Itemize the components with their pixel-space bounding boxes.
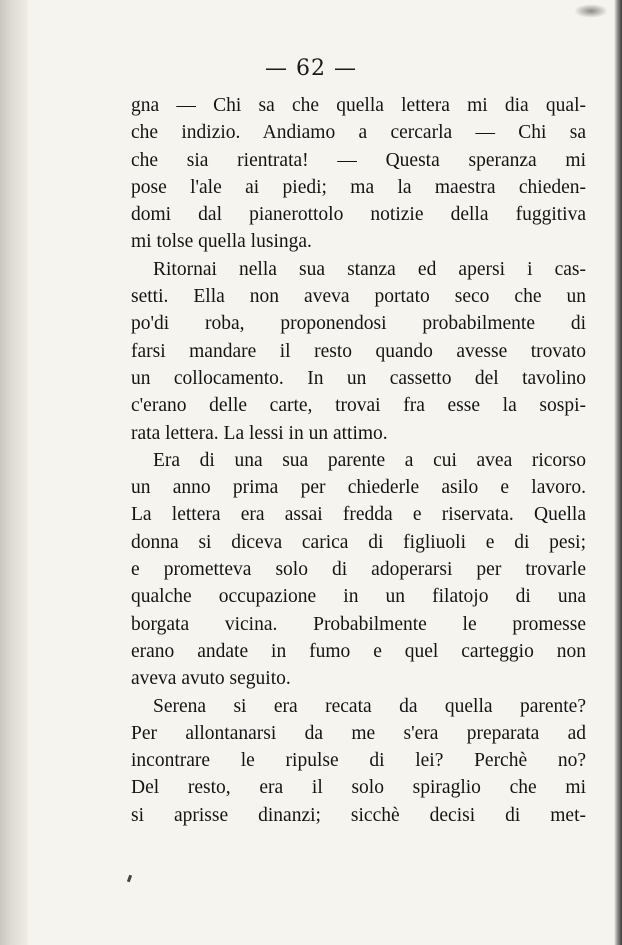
text-line: farsi mandare il resto quando avesse trovato: [131, 340, 586, 362]
text-line: si aprisse dinanzi; sicchè decisi di met-: [131, 804, 586, 826]
text-line: che sia rientrata! — Questa speranza mi: [131, 149, 586, 171]
text-line: Per allontanarsi da me s'era preparata ad: [131, 722, 586, 744]
text-line: che indizio. Andiamo a cercarla — Chi sa: [131, 122, 586, 144]
page-gutter: [0, 0, 28, 945]
text-line: borgata vicina. Probabilmente le promesse: [131, 613, 586, 635]
text-line: e prometteva solo di adoperarsi per trovarle: [131, 559, 586, 581]
text-line: c'erano delle carte, trovai fra esse la sospi-: [131, 395, 586, 417]
text-line: domi dal pianerottolo notizie della fuggitiva: [131, 204, 586, 226]
text-line: donna si diceva carica di figliuoli e di pesi;: [131, 531, 586, 553]
ink-mark: [127, 875, 132, 883]
body-text: [131, 92, 586, 829]
text-line: rata lettera. La lessi in un attimo.: [131, 422, 388, 444]
paragraph-start-line: Serena si era recata da quella parente?: [153, 695, 586, 717]
text-line: pose l'ale ai piedi; ma la maestra chieden-: [131, 176, 586, 198]
text-line: po'di roba, proponendosi probabilmente di: [131, 313, 586, 335]
ink-smudge: [574, 4, 608, 18]
text-line: mi tolse quella lusinga.: [131, 231, 312, 253]
text-line: aveva avuto seguito.: [131, 668, 291, 690]
text-line: La lettera era assai fredda e riservata. Quella: [131, 504, 586, 526]
text-line: setti. Ella non aveva portato seco che un: [131, 286, 586, 308]
paragraph-start-line: Era di una sua parente a cui avea ricorso: [153, 449, 586, 471]
text-line: gna — Chi sa che quella lettera mi dia qual-: [131, 95, 586, 116]
text-line: un anno prima per chiederle asilo e lavoro.: [131, 477, 586, 499]
text-line: incontrare le ripulse di lei? Perchè no?: [131, 750, 586, 772]
paragraph-start-line: Ritornai nella sua stanza ed apersi i cas-: [153, 258, 586, 280]
page-right-edge: [614, 0, 622, 945]
text-line: Del resto, era il solo spiraglio che mi: [131, 777, 586, 799]
text-line: un collocamento. In un cassetto del tavolino: [131, 367, 586, 389]
text-line: qualche occupazione in un filatojo di una: [131, 586, 586, 608]
page-number: — 62 —: [265, 56, 357, 81]
text-line: erano andate in fumo e quel carteggio non: [131, 640, 586, 662]
